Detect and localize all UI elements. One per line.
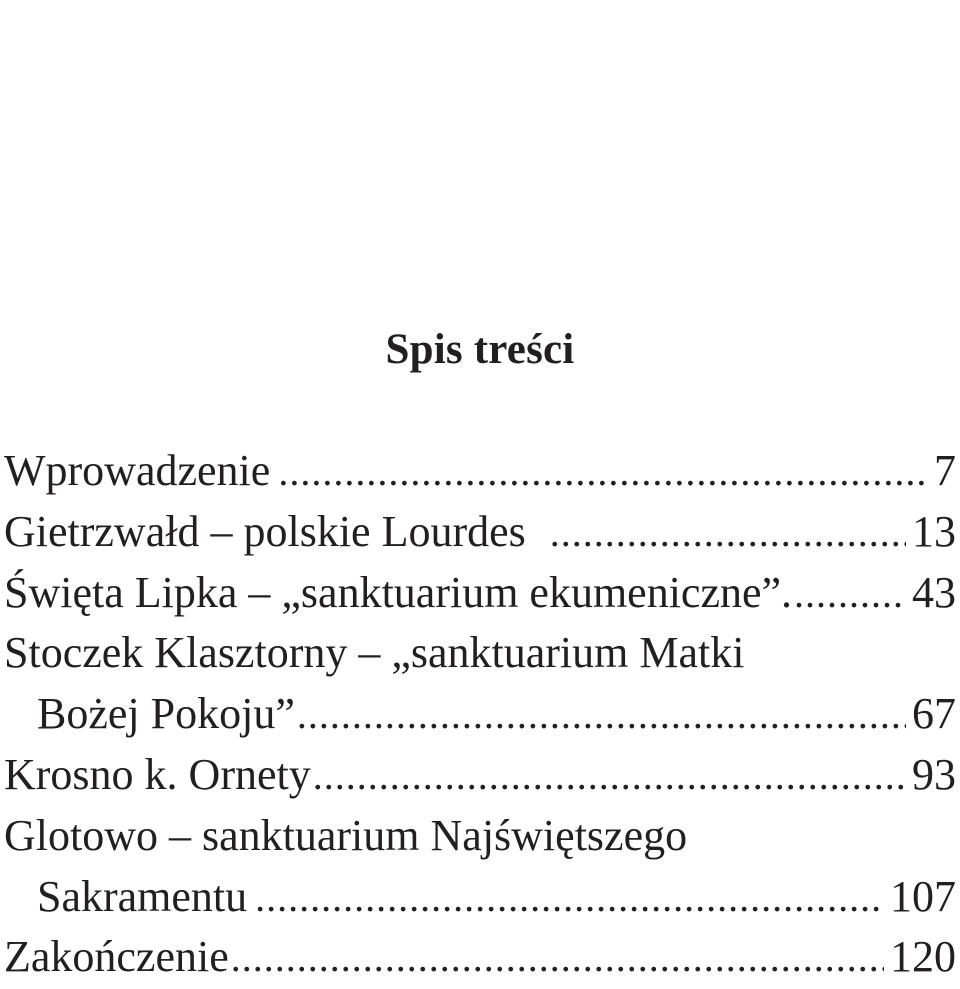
toc-entry-title: Święta Lipka – „sanktuarium ekumeniczne”. xyxy=(4,567,793,617)
toc-entry-stoczek-line2 xyxy=(4,684,956,745)
toc-entry-gietrzwald xyxy=(4,502,956,563)
toc-entry-glotowo-line2 xyxy=(4,867,956,928)
toc-leader-dots xyxy=(255,868,884,929)
toc-leader-dots xyxy=(313,746,906,807)
toc-entry-wprowadzenie xyxy=(4,441,956,502)
page-title: Spis treści xyxy=(385,326,575,373)
toc-entry-page: 67 xyxy=(912,689,956,739)
toc-leader-dots xyxy=(794,564,906,625)
toc-entry-krosno xyxy=(4,745,956,806)
toc-entry-title: Sakramentu xyxy=(37,871,248,921)
toc-entry-page: 43 xyxy=(912,567,956,617)
toc-entry-glotowo-line1 xyxy=(4,806,956,867)
toc-entry-page: 7 xyxy=(934,446,956,495)
toc-entry-title: Gietrzwałd – polskie Lourdes xyxy=(4,506,526,556)
toc-entry-page: 13 xyxy=(912,506,956,556)
toc-entry-stoczek-line1 xyxy=(4,623,956,684)
toc-entry-title: Wprowadzenie xyxy=(4,446,271,495)
toc-entry-title: Glotowo – sanktuarium Najświętszego xyxy=(4,810,688,860)
toc-leader-dots xyxy=(231,928,884,989)
toc-entry-title: Krosno k. Ornety xyxy=(4,749,311,799)
toc-leader-dots xyxy=(278,442,928,503)
toc-entry-title: Zakończenie xyxy=(4,932,229,982)
toc-leader-dots xyxy=(550,503,906,564)
toc-entry-title: Stoczek Klasztorny – „sanktuarium Matki xyxy=(4,628,745,678)
toc-entry-swieta-lipka xyxy=(4,563,956,624)
toc-entry-zakonczenie xyxy=(4,927,956,988)
table-of-contents xyxy=(4,441,956,988)
toc-entry-page: 107 xyxy=(890,871,956,921)
toc-entry-page: 120 xyxy=(890,932,956,982)
toc-entry-page: 93 xyxy=(912,749,956,799)
toc-entry-title: Bożej Pokoju” xyxy=(37,689,295,739)
toc-leader-dots xyxy=(297,685,906,746)
